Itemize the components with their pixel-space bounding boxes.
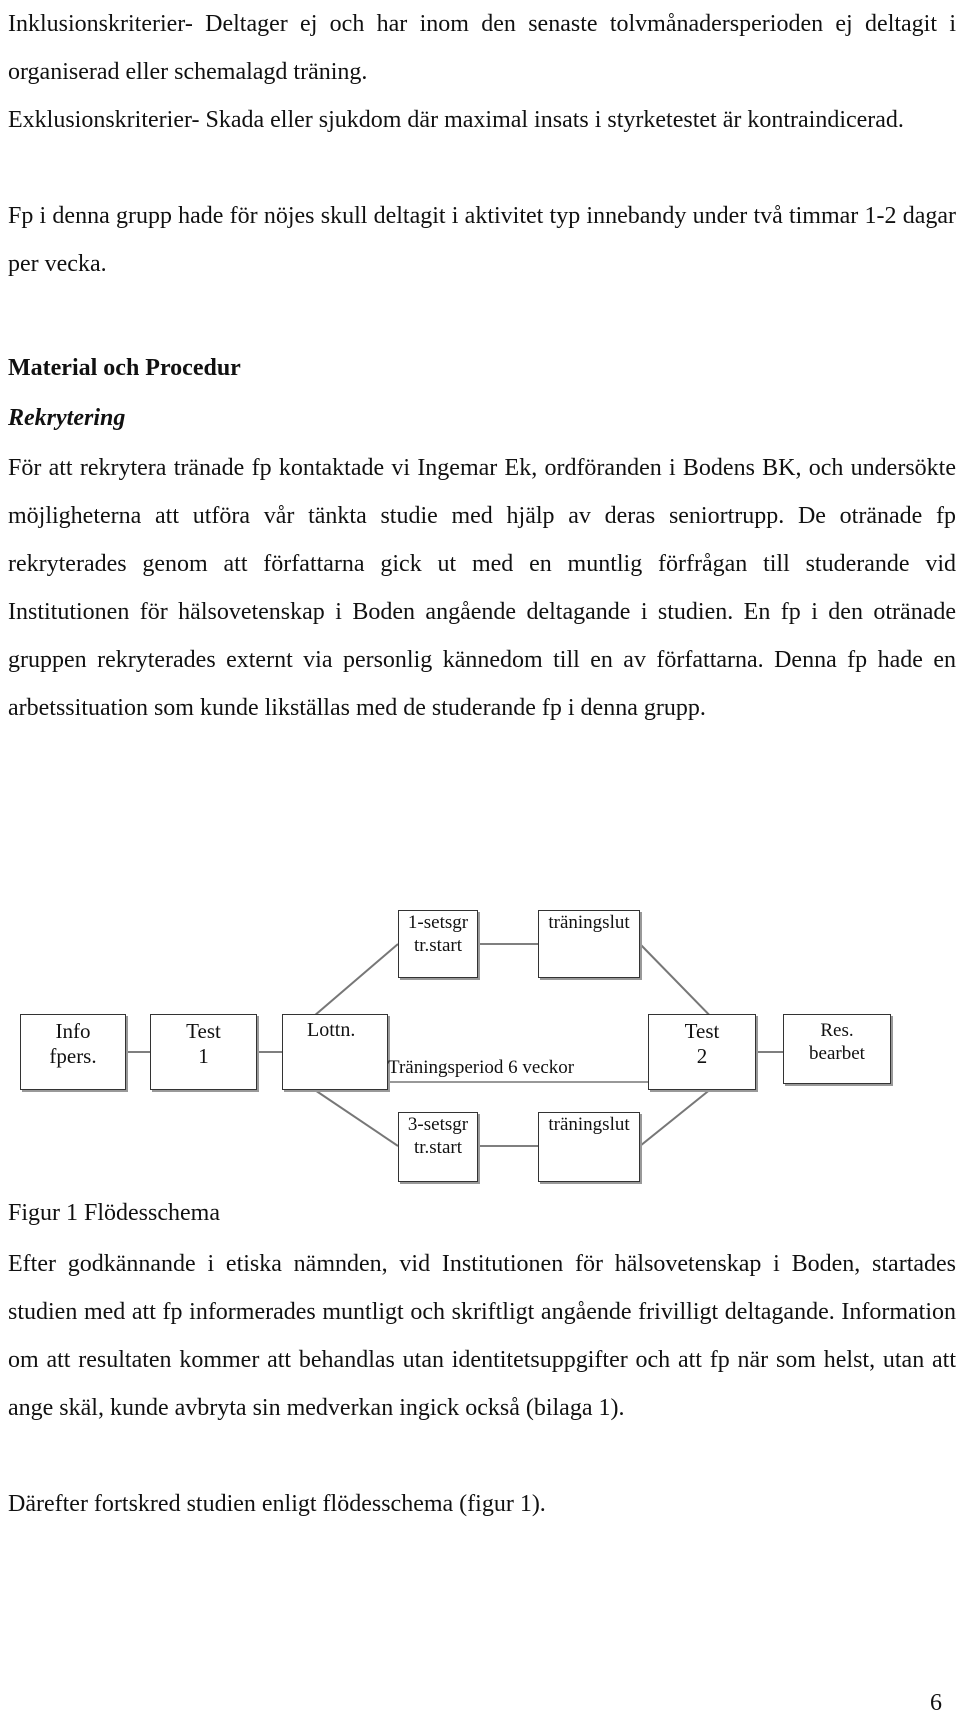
flow-box-top-end xyxy=(538,910,640,978)
section-subheading: Rekrytering xyxy=(8,405,126,431)
section-heading: Material och Procedur xyxy=(8,355,241,381)
flow-box-bottom-end-label: träningslut xyxy=(548,1114,630,1135)
flow-box-test-2 xyxy=(648,1014,756,1090)
training-period-label: Träningsperiod 6 veckor xyxy=(388,1057,575,1078)
flow-box-lottning xyxy=(282,1014,388,1090)
ethics-paragraph: Efter godkännande i etiska nämnden, vid Institutionen för hälsovetenskap i Boden, startades studien med att fp informerades muntligt och skriftligt angående frivilligt deltagande. Information om att resultaten kommer att behandlas utan identitetsuppgifter och att fp när som helst, utan att ange skäl, kunde avbryta sin medverkan ingick också (bilaga 1). xyxy=(8,1251,956,1421)
exclusion-criteria-paragraph: Exklusionskriterier- Skada eller sjukdom där maximal insats i styrketestet är kontraindicerad. xyxy=(8,107,904,133)
flow-box-top-start-label: 1-setsgr tr.start xyxy=(407,912,469,956)
flow-box-bottom-start xyxy=(398,1112,478,1182)
flow-box-top-end-label: träningslut xyxy=(548,912,630,933)
flow-box-info xyxy=(20,1014,126,1090)
page-number: 6 xyxy=(930,1690,942,1716)
flow-box-test-1 xyxy=(150,1014,257,1090)
inclusion-criteria-paragraph: Inklusionskriterier- Deltager ej och har inom den senaste tolvmånadersperioden ej deltagit i organiserad eller schemalagd träning. xyxy=(8,11,956,85)
flow-box-test-2-label: Test 2 xyxy=(684,1019,720,1068)
flow-box-info-label: Info fpers. xyxy=(49,1019,97,1068)
flow-box-test-1-label: Test 1 xyxy=(186,1019,221,1068)
flow-box-bottom-end xyxy=(538,1112,640,1182)
flow-box-bottom-start-label: 3-setsgr tr.start xyxy=(407,1114,469,1158)
flow-box-top-start xyxy=(398,910,478,978)
flowchart-reference-paragraph: Därefter fortskred studien enligt flödesschema (figur 1). xyxy=(8,1491,546,1517)
figure-caption: Figur 1 Flödesschema xyxy=(8,1200,220,1226)
recruitment-paragraph: För att rekrytera tränade fp kontaktade vi Ingemar Ek, ordföranden i Bodens BK, och undersökte möjligheterna att utföra vår tänkta studie med hjälp av deras seniortrupp. De otränade fp rekryterades genom att författarna gick ut med en muntlig förfrågan till studerande vid Institutionen för hälsovetenskap i Boden angående deltagande i studien. En fp i den otränade gruppen rekryterades externt via personlig kännedom till en av författarna. Denna fp hade en arbetssituation som kunde likställas med de studerande fp i denna grupp. xyxy=(8,455,956,721)
flow-box-lottning-label: Lottn. xyxy=(307,1019,356,1041)
flow-box-result xyxy=(783,1014,891,1084)
flow-box-result-label: Res. bearbet xyxy=(809,1020,865,1064)
fp-group-paragraph: Fp i denna grupp hade för nöjes skull deltagit i aktivitet typ innebandy under två timmar 1-2 dagar per vecka. xyxy=(8,203,956,277)
